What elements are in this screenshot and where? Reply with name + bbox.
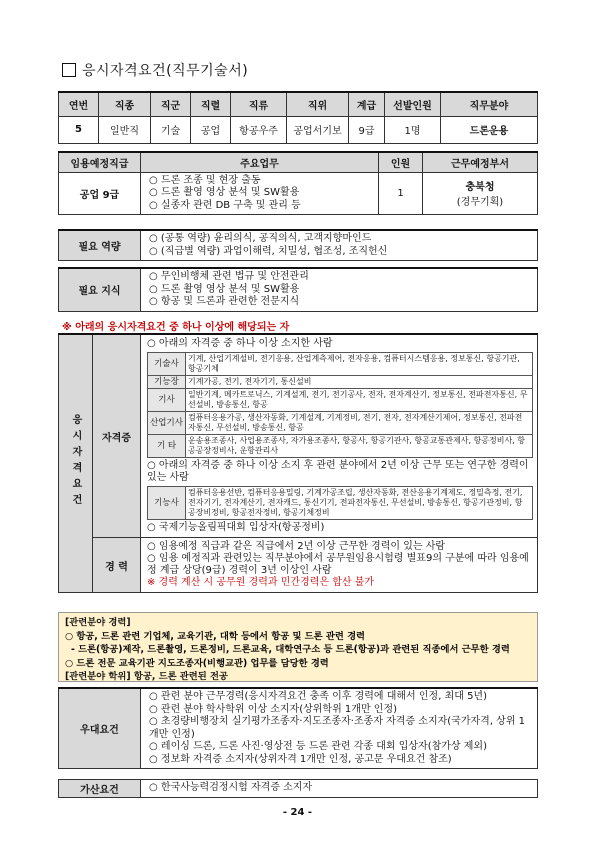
section-heading bbox=[62, 60, 248, 80]
header-cell: 계급 bbox=[349, 92, 385, 116]
header-cell: 직류 bbox=[231, 92, 287, 116]
preference-cell bbox=[141, 688, 538, 769]
license-subtable bbox=[147, 352, 533, 458]
olympics-item: ○ 국제기능올림픽대회 입상자(항공정비) bbox=[147, 522, 533, 534]
license-row bbox=[148, 435, 533, 458]
table-cell: 항공우주 bbox=[231, 116, 287, 143]
table-cell: 공업 bbox=[191, 116, 231, 143]
license-label: 자격증 bbox=[93, 334, 141, 538]
license-kind: 기사 bbox=[148, 389, 186, 412]
header-cell: 직렬 bbox=[191, 92, 231, 116]
table-row bbox=[59, 780, 538, 798]
dept-sub: (경무기획) bbox=[456, 197, 504, 209]
preference-table bbox=[58, 687, 538, 769]
table-cell: 1명 bbox=[385, 116, 441, 143]
header-cell: 직군 bbox=[151, 92, 191, 116]
table-cell: 공업서기보 bbox=[287, 116, 349, 143]
table-cell: 일반직 bbox=[99, 116, 151, 143]
knowledge-item: ○ 무인비행체 관련 법규 및 안전관리 bbox=[149, 271, 533, 284]
table-cell: 5 bbox=[59, 116, 99, 143]
license-list: 일반기계, 메카트로닉스, 기계설계, 전기, 전기공사, 전자, 전자계산기, 정보통신, 전파전자통신, 무선설비, 방송통신, 항공 bbox=[186, 389, 533, 412]
bonus-cell bbox=[141, 780, 538, 798]
header-cell: 근무예정부서 bbox=[423, 152, 538, 172]
dept-cell bbox=[423, 172, 538, 215]
functional-subtable bbox=[147, 486, 533, 520]
section-title: 응시자격요건(직무기술서) bbox=[82, 63, 249, 79]
duties-cell bbox=[141, 172, 379, 215]
preference-item: ○ 초경량비행장치 실기평가조종자·지도조종자·조종자 자격증 소지자(국가자격, 상위 1개만 인정) bbox=[149, 716, 533, 741]
knowledge-label: 필요 지식 bbox=[59, 268, 141, 311]
license-row bbox=[148, 389, 533, 412]
eligibility-side-text: 응시자격요건 bbox=[70, 414, 81, 510]
knowledge-item: ○ 드론 촬영 영상 분석 및 SW활용 bbox=[149, 284, 533, 297]
license-kind: 기능사 bbox=[148, 487, 186, 520]
table-header-row bbox=[59, 152, 538, 172]
checkbox-icon bbox=[62, 63, 76, 77]
table-header-row bbox=[59, 92, 538, 116]
knowledge-cell bbox=[141, 268, 538, 311]
page-number: - 24 - bbox=[282, 807, 313, 818]
table-cell: 기술 bbox=[151, 116, 191, 143]
duty-item: ○ 실종자 관련 DB 구축 및 관리 등 bbox=[149, 200, 374, 213]
bonus-table bbox=[58, 779, 538, 798]
competency-cell bbox=[141, 230, 538, 261]
license-row bbox=[148, 487, 533, 520]
table-cell: 드론운용 bbox=[441, 116, 538, 143]
table-row bbox=[59, 538, 538, 593]
bonus-item: ○ 한국사능력검정시험 자격증 소지자 bbox=[149, 782, 533, 795]
related-line: ○ 항공, 드론 관련 기업체, 교육기관, 대학 등에서 항공 및 드론 관련 경력 bbox=[65, 630, 366, 642]
count-cell: 1 bbox=[379, 172, 423, 215]
license-list: 컴퓨터응용선반, 컴퓨터응용밀링, 기계가공조립, 생산자동화, 전산응용기계제도, 정밀측정, 전기, 전자기기, 전자계산기, 전자캐드, 통신기기, 전파전자통신, 무선설비, 방송통신, 항공기관정비, 항공장비정비, 항공전자정비, 항공기체정비 bbox=[186, 487, 533, 520]
table-row bbox=[59, 334, 538, 538]
related-line: ○ 드론 전문 교육기관 지도조종자(비행교관) 업무를 담당한 경력 bbox=[65, 657, 329, 669]
career-note: ※ 경력 계산 시 공무원 경력과 민간경력은 합산 불가 bbox=[147, 577, 375, 588]
competency-item: ○ (직급별 역량) 과업이해력, 치밀성, 협조성, 조직헌신 bbox=[149, 246, 533, 259]
table-row bbox=[59, 688, 538, 769]
preference-item: ○ 관련 분야 근무경력(응시자격요건 충족 이후 경력에 대해서 인정, 최대 5년) bbox=[149, 691, 533, 704]
knowledge-table bbox=[58, 267, 538, 312]
career-cell bbox=[141, 538, 538, 593]
header-cell: 임용예정직급 bbox=[59, 152, 141, 172]
license-cell bbox=[141, 334, 538, 538]
license-row bbox=[148, 376, 533, 389]
table-row bbox=[59, 172, 538, 215]
header-cell: 선발인원 bbox=[385, 92, 441, 116]
license-kind: 기술사 bbox=[148, 353, 186, 376]
header-cell: 직위 bbox=[287, 92, 349, 116]
license-kind: 산업기사 bbox=[148, 412, 186, 435]
license-list: 컴퓨터응용가공, 생산자동화, 기계설계, 기계정비, 전기, 전자, 전자계산기제어, 정보통신, 전파전자통신, 무선설비, 방송통신, 항공 bbox=[186, 412, 533, 435]
table-row bbox=[59, 230, 538, 261]
duty-table bbox=[58, 151, 538, 215]
license-row bbox=[148, 412, 533, 435]
competency-label: 필요 역량 bbox=[59, 230, 141, 261]
header-cell: 인원 bbox=[379, 152, 423, 172]
related-degree: [관련분야 학위] 항공, 드론 관련된 전공 bbox=[65, 671, 228, 682]
header-cell: 직종 bbox=[99, 92, 151, 116]
dept-name: 충북청 bbox=[465, 182, 495, 194]
grade-cell: 공업 9급 bbox=[59, 172, 141, 215]
license-list: 운송용조종사, 사업용조종사, 자가용조종사, 항공사, 항공기관사, 항공교통관제사, 항공정비사, 항공공장정비사, 운항관리사 bbox=[186, 435, 533, 458]
license-row bbox=[148, 353, 533, 376]
eligibility-notice: ※ 아래의 응시자격요건 중 하나 이상에 해당되는 자 bbox=[62, 322, 290, 333]
duty-item: ○ 드론 촬영 영상 분석 및 SW활용 bbox=[149, 187, 374, 200]
preference-item: ○ 레이싱 드론, 드론 사진·영상전 등 드론 관련 각종 대회 입상자(참가상 제외) bbox=[149, 741, 533, 754]
license-kind: 기능장 bbox=[148, 376, 186, 389]
table-cell: 9급 bbox=[349, 116, 385, 143]
license-intro: ○ 아래의 자격증 중 하나 이상 소지한 사람 bbox=[147, 338, 533, 350]
header-cell: 연번 bbox=[59, 92, 99, 116]
eligibility-table bbox=[58, 333, 538, 593]
competency-item: ○ (공통 역량) 윤리의식, 공직의식, 고객지향마인드 bbox=[149, 233, 533, 246]
preference-label: 우대요건 bbox=[59, 688, 141, 769]
related-title: [관련분야 경력] bbox=[65, 617, 131, 628]
related-field-box bbox=[58, 612, 538, 682]
experience-intro: ○ 아래의 자격증 중 하나 이상 소지 후 관련 분야에서 2년 이상 근무 또는 연구한 경력이 있는 사람 bbox=[147, 460, 533, 484]
license-list: 기계, 산업기계설비, 전기응용, 산업계측제어, 전자응용, 컴퓨터시스템응용, 정보통신, 항공기관, 항공기체 bbox=[186, 353, 533, 376]
header-cell: 주요업무 bbox=[141, 152, 379, 172]
table-row bbox=[59, 116, 538, 143]
bonus-label: 가산요건 bbox=[59, 780, 141, 798]
competency-table bbox=[58, 229, 538, 261]
preference-item: ○ 관련 분야 학사학위 이상 소지자(상위학위 1개만 인정) bbox=[149, 704, 533, 717]
preference-item: ○ 정보화 자격증 소지자(상위자격 1개만 인정, 공고문 우대요건 참조) bbox=[149, 754, 533, 767]
career-item: ○ 임용 예정직과 관련있는 직무분야에서 공무원임용시험령 별표9의 구분에 따라 임용예정 계급 상당(9급) 경력이 3년 이상인 사람 bbox=[147, 553, 533, 577]
duty-item: ○ 드론 조종 및 현장 출동 bbox=[149, 175, 374, 188]
license-kind: 기 타 bbox=[148, 435, 186, 458]
knowledge-item: ○ 항공 및 드론과 관련한 전문지식 bbox=[149, 296, 533, 309]
career-item: ○ 임용예정 직급과 같은 직급에서 2년 이상 근무한 경력이 있는 사람 bbox=[147, 541, 533, 553]
position-table bbox=[58, 91, 538, 144]
table-row bbox=[59, 268, 538, 311]
header-cell: 직무분야 bbox=[441, 92, 538, 116]
related-line: - 드론(항공)제작, 드론촬영, 드론정비, 드론교육, 대학연구소 등 드론(항공)과 관련된 직종에서 근무한 경력 bbox=[71, 644, 510, 655]
license-list: 기계가공, 전기, 전자기기, 통신설비 bbox=[186, 376, 533, 389]
eligibility-side-label bbox=[59, 334, 93, 593]
career-label: 경 력 bbox=[93, 538, 141, 593]
